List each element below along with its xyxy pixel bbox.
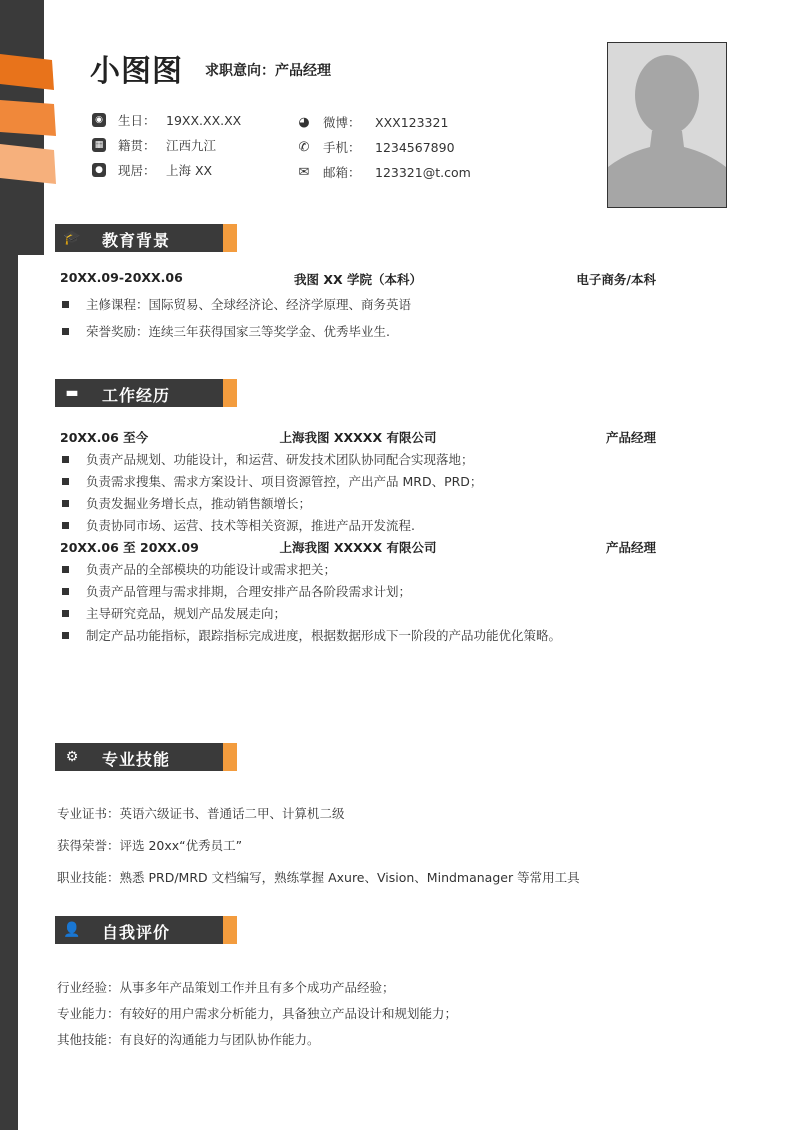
- person-silhouette-icon: [608, 43, 726, 207]
- left-band-curve: [0, 200, 60, 260]
- self-line: 其他技能：有良好的沟通能力与团队协作能力。: [57, 1032, 320, 1047]
- info-birth: ◉ 生日： 19XX.XX.XX: [92, 111, 241, 129]
- section-work-header: ▬ 工作经历: [55, 379, 237, 407]
- briefcase-icon: ▬: [65, 385, 79, 401]
- graduation-cap-icon: 🎓: [63, 230, 81, 246]
- skill-line: 职业技能：熟悉 PRD/MRD 文档编写，熟练掌握 Axure、Vision、Mindmanager 等常用工具: [57, 870, 580, 885]
- profile-photo: [607, 42, 727, 208]
- list-item: 荣誉奖励：连续三年获得国家三等奖学金、优秀毕业生.: [60, 322, 390, 340]
- self-line: 专业能力：有较好的用户需求分析能力，具备独立产品设计和规划能力；: [57, 1006, 458, 1021]
- info-email: ✉ 邮箱： 123321@t.com: [298, 164, 471, 180]
- skill-line: 专业证书：英语六级证书、普通话二甲、计算机二级: [57, 806, 345, 821]
- person-icon: 👤: [63, 922, 81, 938]
- self-line: 行业经验：从事多年产品策划工作并且有多个成功产品经验；: [57, 980, 395, 995]
- section-education-header: 🎓 教育背景: [55, 224, 237, 252]
- birthday-icon: ◉: [92, 113, 106, 127]
- section-self-header: 👤 自我评价: [55, 916, 237, 944]
- location-pin-icon: ●: [92, 163, 106, 177]
- list-item: 制定产品功能指标，跟踪指标完成进度，根据数据形成下一阶段的产品功能优化策略。: [60, 626, 561, 644]
- info-weibo: ◕ 微博： XXX123321: [298, 114, 449, 130]
- skill-line: 获得荣誉：评选 20xx“优秀员工”: [57, 838, 243, 853]
- building-icon: ▦: [92, 138, 106, 152]
- list-item: 主修课程：国际贸易、全球经济论、经济学原理、商务英语: [60, 295, 411, 313]
- orange-ribbons: [0, 50, 60, 190]
- list-item: 主导研究竞品，规划产品发展走向；: [60, 604, 286, 622]
- list-item: 负责协同市场、运营、技术等相关资源，推进产品开发流程.: [60, 516, 415, 534]
- info-phone: ✆ 手机： 1234567890: [298, 139, 455, 155]
- section-skills-header: ⚙ 专业技能: [55, 743, 237, 771]
- list-item: 负责发掘业务增长点，推动销售额增长；: [60, 494, 311, 512]
- candidate-name: 小图图: [90, 54, 183, 89]
- mail-icon: ✉: [298, 164, 310, 180]
- work-row-1: 20XX.06 至今 上海我图 XXXXX 有限公司 产品经理: [60, 430, 656, 445]
- gear-icon: ⚙: [65, 749, 79, 765]
- info-native: ▦ 籍贯： 江西九江: [92, 136, 216, 154]
- list-item: 负责产品管理与需求排期，合理安排产品各阶段需求计划；: [60, 582, 411, 600]
- left-band-long: [0, 255, 18, 1130]
- phone-icon: ✆: [298, 139, 310, 155]
- job-intent: 求职意向：产品经理: [205, 63, 331, 79]
- weibo-icon: ◕: [298, 114, 310, 130]
- work-row-2: 20XX.06 至 20XX.09 上海我图 XXXXX 有限公司 产品经理: [60, 540, 656, 555]
- education-row: 20XX.09-20XX.06 我图 XX 学院（本科） 电子商务/本科: [60, 270, 656, 287]
- list-item: 负责产品的全部模块的功能设计或需求把关；: [60, 560, 336, 578]
- list-item: 负责产品规划、功能设计，和运营、研发技术团队协同配合实现落地；: [60, 450, 474, 468]
- info-living: ● 现居： 上海 XX: [92, 161, 212, 179]
- list-item: 负责需求搜集、需求方案设计、项目资源管控，产出产品 MRD、PRD；: [60, 472, 482, 490]
